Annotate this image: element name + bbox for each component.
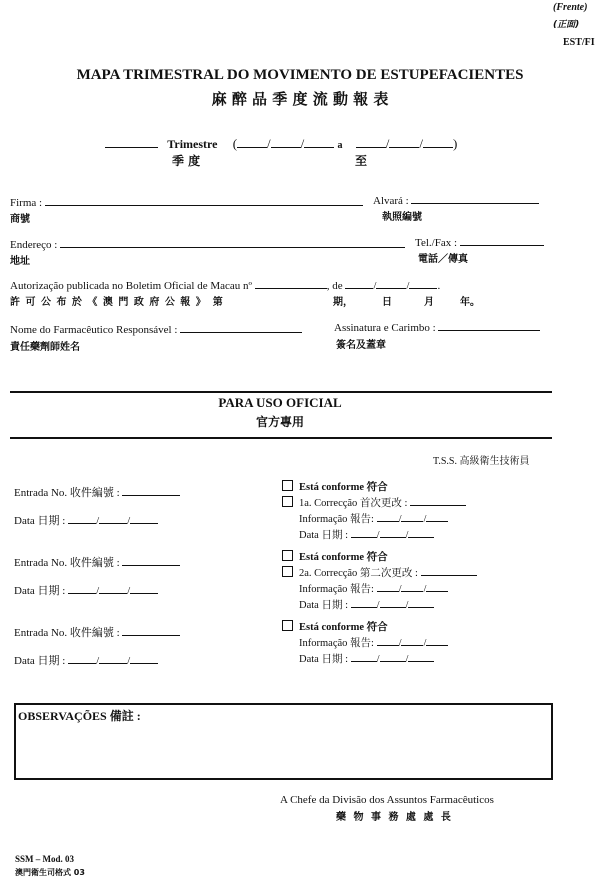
quarter-label: Trimestre [167,137,218,151]
review-block-1 [282,480,466,543]
alvara-label-zh: 執照編號 [382,212,422,223]
paren-open: ( [232,136,238,151]
side-label-zh: (正面) [553,20,580,30]
conforme-checkbox[interactable] [282,480,293,491]
form-title: MAPA TRIMESTRAL DO MOVIMENTO DE ESTUPEFACIENTES [76,67,524,83]
firma-label-zh: 商號 [10,214,30,225]
boletim-year-field[interactable] [409,278,437,289]
divider-bottom [10,437,552,439]
endereco-row [10,237,405,251]
date-year-field[interactable] [130,513,158,524]
data-label: Data 日期 : [299,530,348,541]
informacao-label: Informação 報告: [299,638,374,649]
side-label: (Frente) [553,2,588,13]
assinatura-label-zh: 簽名及蓋章 [336,340,386,351]
alvara-label: Alvará : [373,195,409,207]
observacoes-box[interactable] [14,703,553,780]
autorizacao-year-zh: 年。 [460,297,480,308]
farmaceutico-label: Nome do Farmacêutico Responsável : [10,324,178,336]
end-year-field[interactable] [423,137,453,148]
data-label: Data 日期 : [299,600,348,611]
endereco-label: Endereço : [10,239,58,251]
sep: / [405,654,409,665]
telfax-label-zh: 電話／傳真 [418,254,468,265]
data-label: Data 日期 : [14,655,66,667]
date-month-field[interactable] [99,583,127,594]
correccao-label: 1a. Correcção 首次更改 : [299,498,408,509]
divider-top [10,391,552,393]
entrada-date-row-3 [14,652,158,668]
boletim-day-field[interactable] [345,278,373,289]
boletim-number-field[interactable] [255,278,327,289]
assinatura-label: Assinatura e Carimbo : [334,322,436,334]
to-label-zh: 至 [355,154,368,168]
date-year-field[interactable] [408,527,434,538]
autorizacao-label-zh: 許 可 公 布 於 《 澳 門 政 府 公 報 》 第 [10,297,224,308]
entrada-label: Entrada No. 收件編號 : [14,557,120,569]
start-month-field[interactable] [271,137,301,148]
alvara-row [373,193,539,207]
conforme-label: Está conforme 符合 [299,552,388,563]
entrada-label: Entrada No. 收件編號 : [14,627,120,639]
sep: / [96,585,100,597]
start-year-field[interactable] [304,137,334,148]
sep: / [405,530,409,541]
sep: / [127,515,131,527]
sep: / [267,136,271,151]
date-year-field[interactable] [130,583,158,594]
info-year-field[interactable] [426,581,448,592]
sep: / [376,600,380,611]
start-day-field[interactable] [237,137,267,148]
signature-title: A Chefe da Divisão dos Assuntos Farmacêuticos [280,794,494,806]
signature-title-zh: 藥 物 事 務 處 處 長 [336,812,453,823]
entrada-field-1[interactable] [122,485,180,496]
autorizacao-day-zh: 日 [382,297,392,308]
alvara-field[interactable] [411,193,539,204]
endereco-label-zh: 地址 [10,256,30,267]
sep: / [419,136,424,151]
sep: / [398,584,402,595]
farmaceutico-field[interactable] [180,322,302,333]
farmaceutico-row [10,322,302,336]
autorizacao-month-zh: 月 [424,297,434,308]
conforme-label: Está conforme 符合 [299,482,388,493]
data-label: Data 日期 : [14,515,66,527]
autorizacao-row [10,278,440,292]
entrada-date-row-2 [14,582,158,598]
date-day-field[interactable] [68,583,96,594]
date-month-field[interactable] [380,651,406,662]
date-day-field[interactable] [351,651,377,662]
date-day-field[interactable] [68,653,96,664]
info-day-field[interactable] [377,635,399,646]
official-title: PARA USO OFICIAL [218,395,342,410]
sep: / [398,638,402,649]
firma-row [10,195,363,209]
info-month-field[interactable] [401,511,423,522]
sep: / [406,280,410,292]
correccao-field[interactable] [410,495,466,506]
quarter-number-field[interactable] [105,137,158,148]
entrada-label: Entrada No. 收件編號 : [14,487,120,499]
endereco-field[interactable] [60,237,405,248]
quarter-row [105,136,457,152]
sep: / [127,655,131,667]
correccao-checkbox[interactable] [282,566,293,577]
conforme-checkbox[interactable] [282,620,293,631]
informacao-label: Informação 報告: [299,514,374,525]
paren-close: ) [453,136,458,151]
info-year-field[interactable] [426,511,448,522]
official-title-zh: 官方專用 [255,415,304,429]
telfax-label: Tel./Fax : [415,237,458,249]
telfax-field[interactable] [460,235,544,246]
farmaceutico-label-zh: 責任藥劑師姓名 [10,342,80,353]
firma-field[interactable] [45,195,363,206]
data-label: Data 日期 : [14,585,66,597]
end-month-field[interactable] [389,137,419,148]
date-month-field[interactable] [99,653,127,664]
sep: / [423,584,427,595]
sep: / [423,638,427,649]
telfax-row [415,235,544,249]
date-day-field[interactable] [351,597,377,608]
sep: / [423,514,427,525]
correccao-label: 2a. Correcção 第二次更改 : [299,568,418,579]
date-month-field[interactable] [99,513,127,524]
info-month-field[interactable] [401,635,423,646]
conforme-label: Está conforme 符合 [299,622,388,633]
firma-label: Firma : [10,197,43,209]
conforme-checkbox[interactable] [282,550,293,561]
info-year-field[interactable] [426,635,448,646]
sep: / [385,136,390,151]
entrada-field-3[interactable] [122,625,180,636]
info-month-field[interactable] [401,581,423,592]
sep: / [300,136,305,151]
end-day-field[interactable] [356,137,386,148]
date-month-field[interactable] [380,597,406,608]
sep: / [96,655,100,667]
sep: / [376,654,380,665]
sep: / [96,515,100,527]
autorizacao-qi-zh: 期， [333,297,353,308]
form-model: SSM – Mod. 03 [15,854,75,864]
to-label: a [337,140,343,151]
boletim-month-field[interactable] [376,278,406,289]
sep: / [398,514,402,525]
tss-label: T.S.S. 高級衛生技術員 [433,456,530,467]
period: . [437,280,441,292]
sep: / [373,280,377,292]
review-block-2 [282,550,477,613]
entrada-row-3 [14,624,180,640]
date-year-field[interactable] [408,651,434,662]
entrada-field-2[interactable] [122,555,180,566]
correccao-field[interactable] [421,565,477,576]
date-day-field[interactable] [351,527,377,538]
autorizacao-label: Autorização publicada no Boletim Oficial de Macau nº [10,280,252,292]
sep: / [376,530,380,541]
form-model-zh: 澳門衛生司格式 03 [15,868,85,877]
quarter-label-zh: 季 度 [172,154,201,168]
form-title-zh: 麻 醉 品 季 度 流 動 報 表 [211,90,389,108]
review-block-3 [282,620,448,667]
de-label: , de [326,280,343,292]
date-year-field[interactable] [130,653,158,664]
entrada-row-2 [14,554,180,570]
entrada-date-row-1 [14,512,158,528]
sep: / [127,585,131,597]
form-code: EST/FI [563,37,595,48]
date-month-field[interactable] [380,527,406,538]
correccao-checkbox[interactable] [282,496,293,507]
sep: / [405,600,409,611]
assinatura-row [334,320,540,334]
observacoes-label: OBSERVAÇÕES 備註 : [18,709,141,723]
informacao-label: Informação 報告: [299,584,374,595]
data-label: Data 日期 : [299,654,348,665]
info-day-field[interactable] [377,581,399,592]
date-day-field[interactable] [68,513,96,524]
date-year-field[interactable] [408,597,434,608]
info-day-field[interactable] [377,511,399,522]
entrada-row-1 [14,484,180,500]
assinatura-field[interactable] [438,320,540,331]
